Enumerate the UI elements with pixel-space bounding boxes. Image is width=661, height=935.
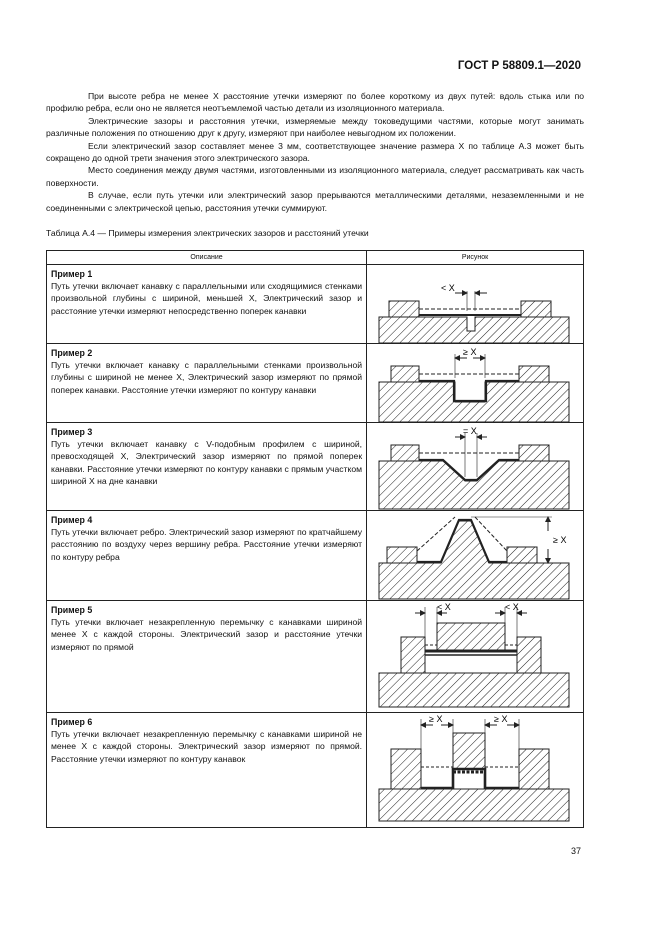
table-row: [47, 265, 584, 344]
example-figure: [367, 423, 584, 511]
dimension-label: < X: [505, 602, 519, 612]
example-figure: [367, 713, 584, 828]
page-number: 37: [570, 846, 581, 856]
table-row: [47, 344, 584, 423]
example-description: [47, 511, 367, 601]
example-figure: [367, 601, 584, 713]
example-text: Путь утечки включает канавку с V-подобным профилем с шириной, превосходящей X, Электрический зазор измеряют по прямой поперек канавки. Расстояние утечки измеряют по контуру канавки с прямым участком шириной X на дне канавки: [51, 439, 363, 486]
example-title: Пример 4: [51, 515, 93, 525]
example-description: [47, 713, 367, 828]
table-row: [47, 601, 584, 713]
figure-example-6: [367, 713, 581, 827]
example-description: [47, 265, 367, 344]
figure-example-5: [367, 601, 581, 712]
dimension-label: ≥ X: [429, 714, 443, 724]
example-title: Пример 2: [51, 348, 93, 358]
table-caption: Таблица А.4 — Примеры измерения электрических зазоров и расстояний утечки: [46, 228, 369, 238]
dimension-label: ≥ X: [494, 714, 508, 724]
example-text: Путь утечки включает незакрепленную перемычку с канавками шириной не менее X с каждой стороны. Электрический зазор измеряют по прямой. Расстояние утечки измеряют по контуру канавок: [51, 729, 363, 764]
paragraph: При высоте ребра не менее X расстояние утечки измеряют по более короткому из двух путей: вдоль стыка или по профилю ребра, если оно не является неотъемлемой частью детали из изоляционного материала.: [46, 91, 584, 114]
paragraph: Место соединения между двумя частями, изготовленными из изоляционного материала, следует рассматривать как часть поверхности.: [46, 165, 584, 188]
example-title: Пример 5: [51, 605, 93, 615]
dimension-label: < X: [441, 283, 455, 293]
document-header: ГОСТ Р 58809.1—2020: [457, 60, 581, 72]
example-title: Пример 6: [51, 717, 93, 727]
column-header-description: Описание: [47, 251, 367, 265]
example-text: Путь утечки включает ребро. Электрический зазор измеряют по кратчайшему расстоянию по воздуху через вершину ребра. Расстояние утечки измеряют по контуру ребра: [51, 527, 363, 562]
example-figure: [367, 344, 584, 423]
figure-example-4: [367, 511, 581, 600]
example-text: Путь утечки включает канавку с параллельными стенками произвольной глубины с шириной не менее X, Электрический зазор измеряют по прямой поперек канавки. Расстояние утечки измеряют по контуру канавки: [51, 360, 363, 395]
dimension-label: = X: [463, 426, 477, 436]
example-description: [47, 601, 367, 713]
example-title: Пример 1: [51, 269, 93, 279]
example-description: [47, 344, 367, 423]
figure-example-3: [367, 423, 581, 510]
body-text: [46, 90, 584, 214]
column-header-figure: Рисунок: [367, 251, 584, 265]
paragraph: Электрические зазоры и расстояния утечки, измеряемые между токоведущими частями, которые могут занимать различные положения по отношению друг к другу, измеряют при наиболее невыгодном их положении.: [46, 115, 584, 139]
paragraph: В случае, если путь утечки или электрический зазор прерываются металлическими деталями, незаземленными и не соединенными с электрической цепью, расстояния утечки суммируют.: [46, 190, 584, 213]
example-description: [47, 423, 367, 511]
example-text: Путь утечки включает канавку с параллельными или сходящимися стенками произвольной глубины с шириной, меньшей X, Электрический зазор и расстояние утечки измеряют непосредственно поперек канавки: [51, 281, 363, 316]
table-row: [47, 423, 584, 511]
figure-example-2: [367, 344, 581, 422]
dimension-label: ≥ X: [463, 347, 477, 357]
figure-example-1: [367, 265, 581, 343]
example-figure: [367, 265, 584, 344]
paragraph: Если электрический зазор составляет менее 3 мм, соответствующее значение размера X по таблице А.3 может быть сокращено до одной трети значения этого электрического зазора.: [46, 140, 584, 164]
example-figure: [367, 511, 584, 601]
dimension-label: ≥ X: [553, 535, 567, 545]
example-text: Путь утечки включает незакрепленную перемычку с канавками шириной менее X с каждой стороны. Электрический зазор и расстояние утечки измеряют по прямой: [51, 617, 363, 652]
examples-table: [46, 250, 584, 828]
example-title: Пример 3: [51, 427, 93, 437]
table-row: [47, 713, 584, 828]
table-row: [47, 511, 584, 601]
dimension-label: < X: [437, 602, 451, 612]
